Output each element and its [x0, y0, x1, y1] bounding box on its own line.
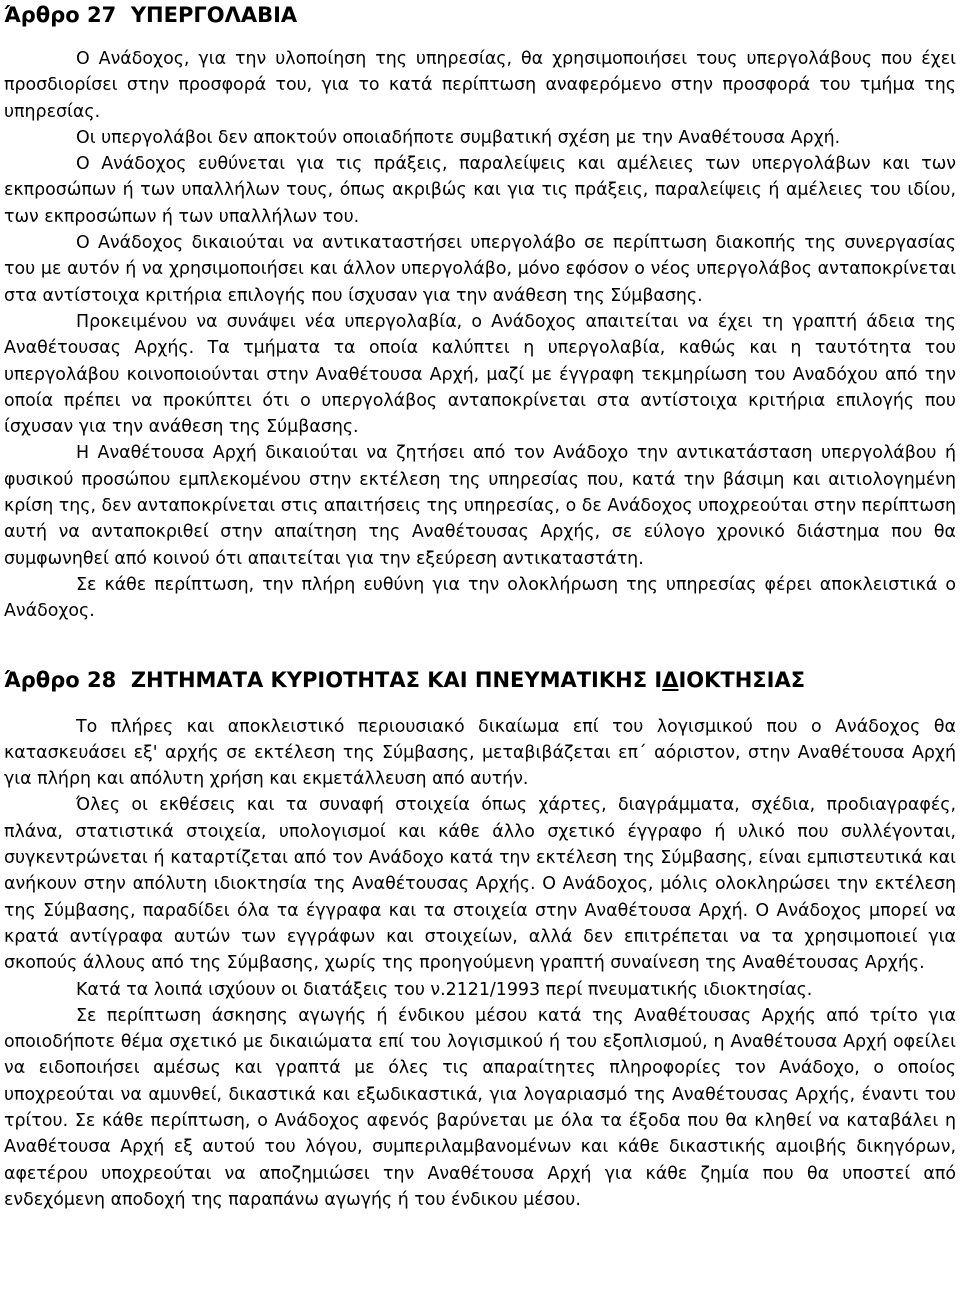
- article-28-paragraph: Κατά τα λοιπά ισχύουν οι διατάξεις του ν.2121/1993 περί πνευματικής ιδιοκτησίας.: [76, 979, 813, 1000]
- article-28-paragraph: Σε περίπτωση άσκησης αγωγής ή ένδικου μέσου κατά της Αναθέτουσας Αρχής από τρίτο για οποιοδήποτε θέμα σχετικό με δικαιώματα επί του λογισμικού ή του εξοπλισμού, η Αναθέτουσα Αρχή οφείλει να ειδοποιήσει αμέσως και γραπτά με όλες τις απαραίτητες πληροφορίες τον Ανάδοχο, ο οποίος υποχρεούται να αμυνθεί, δικαστικά και εξωδικαστικά, για λογαριασμό της Αναθέτουσας Αρχής, έναντι του τρίτου. Σε κάθε περίπτωση, ο Ανάδοχος αφενός βαρύνεται με όλα τα έξοδα που θα κληθεί να καταβάλει η Αναθέτουσα Αρχή εξ αυτού του λόγου, συμπεριλαμβανομένων και κάθε δικαστικής αμοιβής δικηγόρων, αφετέρου υποχρεούται να αποζημιώσει την Αναθέτουσα Αρχή για κάθε ζημία που θα υποστεί από ενδεχόμενη αποδοχή της παραπάνω αγωγής ή του ένδικου μέσου.: [4, 1005, 956, 1210]
- article-27-body: [4, 46, 956, 625]
- article-27-paragraph: Ο Ανάδοχος ευθύνεται για τις πράξεις, παραλείψεις και αμέλειες των υπεργολάβων και των εκπροσώπων ή των υπαλλήλων τους, όπως ακριβώς και για τις πράξεις, παραλείψεις ή αμέλειες του ιδίου, των εκπροσώπων ή των υπαλλήλων του.: [4, 154, 956, 227]
- article-27-paragraph: Σε κάθε περίπτωση, την πλήρη ευθύνη για την ολοκλήρωση της υπηρεσίας φέρει αποκλειστικά ο Ανάδοχος.: [4, 574, 956, 622]
- article-27-paragraph: Οι υπεργολάβοι δεν αποκτούν οποιαδήποτε συμβατική σχέση με την Αναθέτουσα Αρχή.: [76, 127, 841, 148]
- article-27-paragraph: Ο Ανάδοχος δικαιούται να αντικαταστήσει υπεργολάβο σε περίπτωση διακοπής της συνεργασίας του με αυτόν ή να χρησιμοποιήσει και άλλον υπεργολάβο, μόνο εφόσον ο νέος υπεργολάβος ανταποκρίνεται στα αντίστοιχα κριτήρια επιλογής που ίσχυσαν για την ανάθεση της Σύμβασης.: [4, 233, 956, 306]
- article-28-heading-underlined-letter: Δ: [662, 667, 679, 692]
- article-27-paragraph: Προκειμένου να συνάψει νέα υπεργολαβία, ο Ανάδοχος απαιτείται να έχει τη γραπτή άδεια της Αναθέτουσας Αρχής. Τα τμήματα τα οποία καλύπτει η υπεργολαβία, καθώς και η ταυτότητα του υπεργολάβου κοινοποιούνται στην Αναθέτουσα Αρχή, μαζί με έγγραφη τεκμηρίωση του Αναδόχου από την οποία πρέπει να προκύπτει ότι ο υπεργολάβος ανταποκρίνεται στα αντίστοιχα κριτήρια επιλογής που ίσχυσαν για την ανάθεση της Σύμβασης.: [4, 311, 956, 438]
- article-28-heading: [4, 667, 956, 693]
- article-28-body: [4, 714, 956, 1214]
- article-28-heading-part: ΙΟΚΤΗΣΙΑΣ: [678, 667, 806, 692]
- article-27-paragraph: Η Αναθέτουσα Αρχή δικαιούται να ζητήσει από τον Ανάδοχο την αντικατάσταση υπεργολάβου ή φυσικού προσώπου εμπλεκομένου στην εκτέλεση της υπηρεσίας που, κατά την βάσιμη και αιτιολογημένη κρίση της, δεν ανταποκρίνεται στις απαιτήσεις της υπηρεσίας, ο δε Ανάδοχος υποχρεούται στην περίπτωση αυτή να ανταποκριθεί στην απαίτηση της Αναθέτουσας Αρχής, σε εύλογο χρονικό διάστημα που θα συμφωνηθεί από κοινού ότι απαιτείται για την εξεύρεση αντικαταστάτη.: [4, 443, 956, 569]
- article-27-paragraph: Ο Ανάδοχος, για την υλοποίηση της υπηρεσίας, θα χρησιμοποιήσει τους υπεργολάβους που έχει προσδιορίσει στην προσφορά του, για το κατά περίπτωση αναφερόμενο στην προσφορά του τμήμα της υπηρεσίας.: [4, 49, 956, 122]
- article-28-paragraph: Όλες οι εκθέσεις και τα συναφή στοιχεία όπως χάρτες, διαγράμματα, σχέδια, προδιαγραφές, πλάνα, στατιστικά στοιχεία, υπολογισμοί και κάθε άλλο σχετικό έγγραφο ή υλικό που συλλέγονται, συγκεντρώνεται ή καταρτίζεται από τον Ανάδοχο κατά την εκτέλεση της Σύμβασης, είναι εμπιστευτικά και ανήκουν στην απόλυτη ιδιοκτησία της Αναθέτουσας Αρχής. Ο Ανάδοχος, μόλις ολοκληρώσει την εκτέλεση της Σύμβασης, παραδίδει όλα τα έγγραφα και τα στοιχεία στην Αναθέτουσα Αρχή. Ο Ανάδοχος μπορεί να κρατά αντίγραφα αυτών των εγγράφων και στοιχείων, αλλά δεν επιτρέπεται να τα χρησιμοποιεί για σκοπούς άλλους από της Σύμβασης, χωρίς της προηγούμενη γραπτή συναίνεση της Αναθέτουσας Αρχής.: [4, 795, 956, 974]
- article-28-paragraph: Το πλήρες και αποκλειστικό περιουσιακό δικαίωμα επί του λογισμικού που ο Ανάδοχος θα κατασκευάσει εξ' αρχής σε εκτέλεση της Σύμβασης, μεταβιβάζεται επ΄ αόριστον, στην Αναθέτουσα Αρχή για πλήρη και απόλυτη χρήση και εκμετάλλευση από αυτήν.: [4, 716, 956, 790]
- article-28-heading-part: Άρθρο 28 ΖΗΤΗΜΑΤΑ ΚΥΡΙΟΤΗΤΑΣ ΚΑΙ ΠΝΕΥΜΑΤΙΚΗΣ Ι: [4, 667, 663, 692]
- article-27-heading: Άρθρο 27 ΥΠΕΡΓΟΛΑΒΙΑ: [4, 3, 298, 27]
